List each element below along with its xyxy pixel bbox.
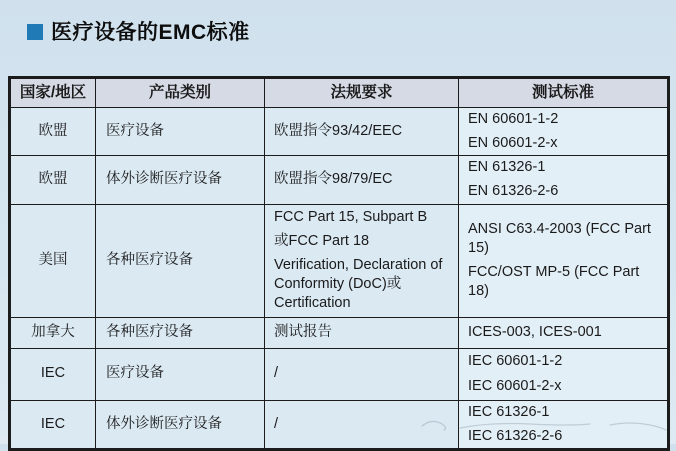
requirement-line: / [274,365,279,382]
standard-line: IEC 60601-1-2 [468,353,563,370]
cell-requirements [265,108,459,156]
requirement-line: 欧盟指令93/42/EEC [274,123,403,140]
cell-standards [459,108,669,156]
cell-requirements [265,204,459,317]
cell-region: 美国 [10,204,96,317]
cell-category: 体外诊断医疗设备 [96,400,265,449]
cell-region: 欧盟 [10,156,96,204]
cell-requirements [265,156,459,204]
standard-line: EN 61326-1 [468,159,546,176]
standard-line: FCC/OST MP-5 (FCC Part 18) [468,264,640,300]
slide-title-row [27,16,250,46]
cell-standards [459,204,669,317]
table-header-row [10,78,669,108]
table-row-eu-medical [10,108,669,156]
standard-line: IEC 61326-1 [468,403,550,420]
cell-category: 医疗设备 [96,108,265,156]
cell-standards [459,317,669,348]
cell-standards [459,400,669,449]
table-row-iec-ivd [10,400,669,449]
requirement-line: Verification, Declaration of Conformity (DoC)或 Certification [274,256,443,312]
page-title: 医疗设备的EMC标准 [51,21,250,44]
cell-region: 欧盟 [10,108,96,156]
standard-line: ANSI C63.4-2003 (FCC Part 15) [468,220,651,256]
requirement-line: / [274,415,279,432]
cell-requirements [265,317,459,348]
cell-standards [459,156,669,204]
standard-line: EN 60601-2-x [468,135,558,152]
cell-region: 加拿大 [10,317,96,348]
cell-requirements [265,400,459,449]
cell-category: 体外诊断医疗设备 [96,156,265,204]
table-row-iec-medical [10,348,669,400]
cell-region: IEC [10,348,96,400]
title-bullet-icon [27,24,43,40]
table-row-canada [10,317,669,348]
column-header-region: 国家/地区 [10,78,96,108]
column-header-category: 产品类别 [96,78,265,108]
requirement-line: FCC Part 15, Subpart B [274,208,428,225]
cell-standards [459,348,669,400]
emc-standards-table [8,76,670,451]
cell-requirements [265,348,459,400]
cell-category: 医疗设备 [96,348,265,400]
cell-category: 各种医疗设备 [96,204,265,317]
cell-category: 各种医疗设备 [96,317,265,348]
standard-line: IEC 60601-2-x [468,377,562,394]
column-header-requirements: 法规要求 [265,78,459,108]
requirement-line: 或FCC Part 18 [274,232,370,249]
cell-region: IEC [10,400,96,449]
table-row-eu-ivd [10,156,669,204]
requirement-line: 欧盟指令98/79/EC [274,171,393,188]
standard-line: IEC 61326-2-6 [468,427,563,444]
standard-line: EN 60601-1-2 [468,111,559,127]
standard-line: ICES-003, ICES-001 [468,323,602,340]
column-header-standards: 测试标准 [459,78,669,108]
table-row-usa [10,204,669,317]
requirement-line: 测试报告 [274,323,332,340]
standard-line: EN 61326-2-6 [468,183,559,200]
